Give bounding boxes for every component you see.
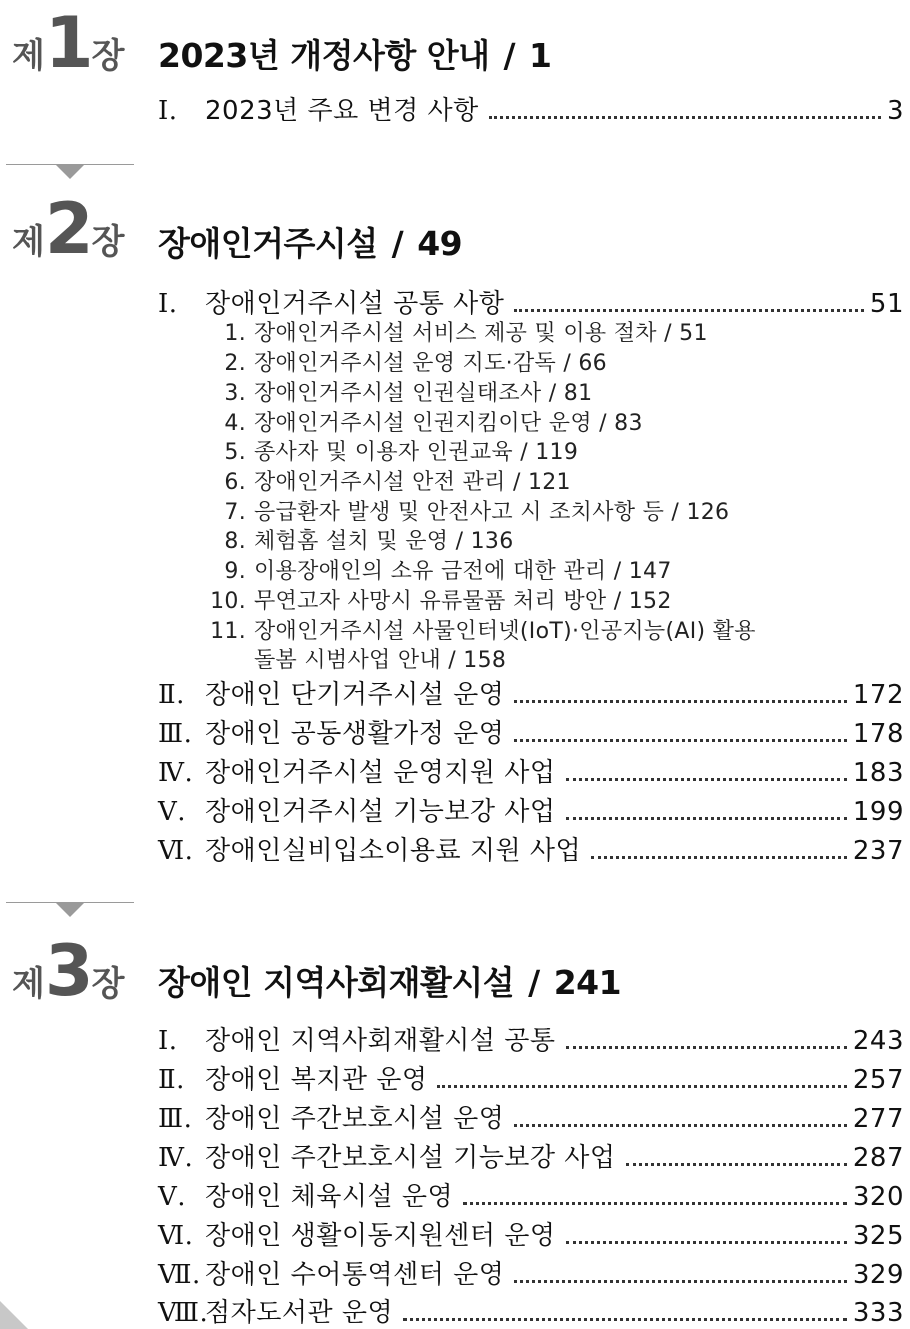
subentry-number: 6. xyxy=(224,470,246,495)
entry-label: 장애인거주시설 공통 사항 xyxy=(205,289,505,319)
entry-roman: Ⅴ. xyxy=(158,1182,187,1212)
leader-dots xyxy=(591,856,847,859)
toc-subentry[interactable] xyxy=(200,435,578,466)
entry-label: 장애인 수어통역센터 운영 xyxy=(205,1260,505,1290)
chapter-title-text: 2023년 개정사항 안내 xyxy=(158,36,490,75)
entry-label: 점자도서관 운영 xyxy=(205,1298,394,1328)
leader-dots xyxy=(626,1163,847,1166)
toc-entry[interactable] xyxy=(158,1254,904,1291)
leader-dots xyxy=(463,1202,847,1205)
entry-label: 장애인 복지관 운영 xyxy=(205,1065,428,1095)
entry-label: 장애인 지역사회재활시설 공통 xyxy=(205,1026,556,1056)
entry-label: 장애인 단기거주시설 운영 xyxy=(205,680,505,710)
toc-entry[interactable] xyxy=(158,1059,904,1096)
subentry-number: 2. xyxy=(224,351,246,376)
subentry-text: 무연고자 사망시 유류물품 처리 방안 / 152 xyxy=(254,589,672,614)
leader-dots xyxy=(566,1241,847,1244)
entry-label: 장애인 체육시설 운영 xyxy=(205,1182,454,1212)
toc-subentry[interactable] xyxy=(200,524,514,555)
subentry-text: 장애인거주시설 안전 관리 / 121 xyxy=(254,470,571,495)
toc-entry[interactable] xyxy=(158,283,904,320)
entry-roman: Ⅳ. xyxy=(158,758,194,788)
subentry-text: 응급환자 발생 및 안전사고 시 조치사항 등 / 126 xyxy=(254,500,730,525)
entry-label: 장애인실비입소이용료 지원 사업 xyxy=(205,836,582,866)
entry-page: 277 xyxy=(852,1104,904,1134)
chapter-2-title[interactable] xyxy=(158,218,462,265)
toc-subentry[interactable] xyxy=(200,614,756,645)
leader-dots xyxy=(566,778,847,781)
toc-subentry-continuation[interactable] xyxy=(200,643,506,674)
leader-dots xyxy=(514,309,864,312)
subentry-text: 돌봄 시범사업 안내 / 158 xyxy=(254,648,507,673)
toc-entry[interactable] xyxy=(158,1292,904,1329)
chapter-page: 1 xyxy=(529,36,552,75)
entry-page: 3 xyxy=(886,96,904,126)
subentry-text: 장애인거주시설 서비스 제공 및 이용 절차 / 51 xyxy=(254,321,708,346)
entry-roman: Ⅳ. xyxy=(158,1143,194,1173)
entry-roman: Ⅶ. xyxy=(158,1260,201,1290)
entry-roman: Ⅰ. xyxy=(158,1026,178,1056)
leader-dots xyxy=(514,1124,847,1127)
entry-label: 장애인거주시설 기능보강 사업 xyxy=(205,797,556,827)
toc-entry[interactable] xyxy=(158,90,904,127)
entry-page: 287 xyxy=(852,1143,904,1173)
leader-dots xyxy=(514,739,847,742)
subentry-number: 5. xyxy=(224,440,246,465)
chapter-page: 49 xyxy=(417,224,463,263)
entry-label: 장애인 주간보호시설 운영 xyxy=(205,1104,505,1134)
leader-dots xyxy=(437,1085,846,1088)
entry-label: 장애인 생활이동지원센터 운영 xyxy=(205,1221,556,1251)
toc-entry[interactable] xyxy=(158,713,904,750)
chapter-number: 3 xyxy=(44,930,92,1012)
toc-entry[interactable] xyxy=(158,1215,904,1252)
title-separator: / xyxy=(391,224,404,263)
leader-dots xyxy=(489,116,881,119)
entry-roman: Ⅲ. xyxy=(158,719,193,749)
chapter-prefix: 제 xyxy=(12,222,45,262)
toc-entry[interactable] xyxy=(158,1137,904,1174)
subentry-number: 7. xyxy=(224,500,246,525)
entry-page: 333 xyxy=(852,1298,904,1328)
entry-roman: Ⅱ. xyxy=(158,680,185,710)
entry-label: 장애인 공동생활가정 운영 xyxy=(205,719,505,749)
chapter-prefix: 제 xyxy=(12,964,45,1004)
chapter-number: 1 xyxy=(44,2,92,84)
subentry-number: 9. xyxy=(224,559,246,584)
leader-dots xyxy=(514,1280,847,1283)
page-corner-decoration xyxy=(0,1301,28,1329)
chapter-number: 2 xyxy=(44,188,92,270)
toc-entry[interactable] xyxy=(158,1176,904,1213)
divider-arrow-icon xyxy=(56,165,84,179)
entry-label: 장애인거주시설 운영지원 사업 xyxy=(205,758,556,788)
subentry-text: 이용장애인의 소유 금전에 대한 관리 / 147 xyxy=(254,559,672,584)
subentry-number: 10. xyxy=(210,589,246,614)
subentry-number: 1. xyxy=(224,321,246,346)
subentry-text: 장애인거주시설 인권실태조사 / 81 xyxy=(254,381,593,406)
entry-roman: Ⅰ. xyxy=(158,289,178,319)
entry-page: 243 xyxy=(852,1026,904,1056)
chapter-suffix: 장 xyxy=(91,36,125,76)
leader-dots xyxy=(566,817,847,820)
entry-roman: Ⅵ. xyxy=(158,836,194,866)
entry-page: 320 xyxy=(852,1182,904,1212)
subentry-number: 3. xyxy=(224,381,246,406)
title-separator: / xyxy=(528,963,540,1002)
toc-subentry[interactable] xyxy=(200,465,571,496)
entry-roman: Ⅱ. xyxy=(158,1065,185,1095)
entry-page: 51 xyxy=(869,289,904,319)
subentry-text: 장애인거주시설 인권지킴이단 운영 / 83 xyxy=(254,411,643,436)
subentry-number: 4. xyxy=(224,411,246,436)
entry-page: 172 xyxy=(852,680,904,710)
entry-roman: Ⅵ. xyxy=(158,1221,194,1251)
entry-label: 2023년 주요 변경 사항 xyxy=(205,96,479,126)
toc-subentry[interactable] xyxy=(200,376,592,407)
toc-entry[interactable] xyxy=(158,752,904,789)
entry-page: 178 xyxy=(852,719,904,749)
toc-subentry[interactable] xyxy=(200,406,643,437)
toc-entry[interactable] xyxy=(158,674,904,711)
entry-page: 257 xyxy=(852,1065,904,1095)
entry-roman: Ⅴ. xyxy=(158,797,187,827)
chapter-title-text: 장애인거주시설 xyxy=(158,224,378,263)
subentry-text: 장애인거주시설 운영 지도·감독 / 66 xyxy=(254,351,607,376)
chapter-3-label xyxy=(12,930,124,1012)
chapter-title-text: 장애인 지역사회재활시설 xyxy=(158,963,515,1002)
subentry-number: 8. xyxy=(224,529,246,554)
toc-subentry[interactable] xyxy=(200,495,729,526)
entry-roman: Ⅷ. xyxy=(158,1298,209,1328)
chapter-1-label xyxy=(12,2,124,84)
chapter-page: 241 xyxy=(553,963,622,1002)
subentry-text: 장애인거주시설 사물인터넷(IoT)·인공지능(AI) 활용 xyxy=(254,619,756,644)
chapter-1-title[interactable] xyxy=(158,30,552,77)
entry-page: 199 xyxy=(852,797,904,827)
entry-page: 183 xyxy=(852,758,904,788)
entry-roman: Ⅲ. xyxy=(158,1104,193,1134)
toc-entry[interactable] xyxy=(158,1098,904,1135)
toc-entry[interactable] xyxy=(158,830,904,867)
chapter-suffix: 장 xyxy=(91,222,125,262)
toc-entry[interactable] xyxy=(158,1020,904,1057)
divider-arrow-icon xyxy=(56,903,84,917)
chapter-prefix: 제 xyxy=(12,36,45,76)
chapter-2-label xyxy=(12,188,124,270)
toc-subentry[interactable] xyxy=(200,584,672,615)
entry-page: 325 xyxy=(852,1221,904,1251)
subentry-number: 11. xyxy=(210,619,246,644)
leader-dots xyxy=(566,1046,847,1049)
entry-page: 237 xyxy=(852,836,904,866)
entry-page: 329 xyxy=(852,1260,904,1290)
toc-subentry[interactable] xyxy=(200,316,708,347)
entry-roman: Ⅰ. xyxy=(158,96,178,126)
leader-dots xyxy=(514,700,847,703)
toc-subentry[interactable] xyxy=(200,346,607,377)
chapter-3-title[interactable] xyxy=(158,957,621,1004)
subentry-text: 종사자 및 이용자 인권교육 / 119 xyxy=(254,440,579,465)
subentry-text: 체험홈 설치 및 운영 / 136 xyxy=(254,529,514,554)
entry-label: 장애인 주간보호시설 기능보강 사업 xyxy=(205,1143,616,1173)
title-separator: / xyxy=(503,36,516,75)
leader-dots xyxy=(403,1318,847,1321)
toc-entry[interactable] xyxy=(158,791,904,828)
toc-subentry[interactable] xyxy=(200,554,672,585)
chapter-suffix: 장 xyxy=(91,964,125,1004)
